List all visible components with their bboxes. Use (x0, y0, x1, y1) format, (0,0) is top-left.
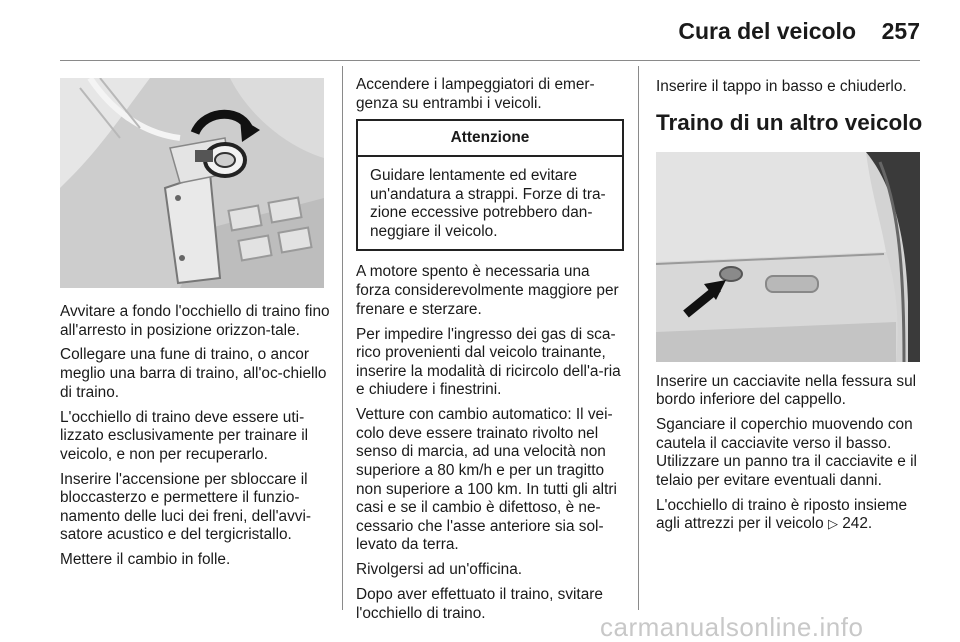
paragraph: L'occhiello di traino deve essere uti-lizzato esclusivamente per trainare il veicolo, e non per recuperarlo. (60, 408, 309, 463)
paragraph: Mettere il cambio in folle. (60, 551, 231, 569)
column-divider-1 (342, 66, 343, 610)
paragraph: Collegare una fune di traino, o ancor meglio una barra di traino, all'oc-chiello di traino. (60, 346, 327, 401)
section-heading: Traino di un altro veicolo (656, 109, 923, 135)
section-title: Cura del veicolo (678, 18, 856, 44)
paragraph (656, 497, 924, 534)
rear-bumper-illustration (656, 152, 920, 362)
paragraph: Inserire un cacciavite nella fessura sul bordo inferiore del cappello. (656, 372, 917, 409)
paragraph: A motore spento è necessaria una forza considerevolmente maggiore per frenare e sterzare. (356, 263, 619, 318)
page-reference-icon: ▷ (827, 516, 838, 532)
column-2 (356, 76, 626, 630)
watermark: carmanualsonline.info (600, 612, 864, 642)
column-divider-2 (638, 66, 639, 610)
paragraph: Inserire l'accensione per sbloccare il bloccasterzo e permettere il funzio-namento delle luci dei freni, dell'avvi-satore acustico e del tergicristallo. (60, 470, 312, 544)
paragraph: Dopo aver effettuato il traino, svitare l'occhiello di traino. (356, 586, 603, 622)
paragraph-text: L'occhiello di traino è riposto insieme agli attrezzi per il veicolo (656, 496, 908, 533)
warning-box (356, 119, 624, 251)
paragraph: Accendere i lampeggiatori di emer-genza su entrambi i veicoli. (356, 76, 595, 112)
paragraph: Vetture con cambio automatico: Il vei-colo deve essere trainato rivolto nel senso di marcia, ad una velocità non superiore a 80 km/h e per un tragitto non superiore a 100 km. In tutti gli altri casi e se il cambio è difettoso, è ne-cessario che l'asse anteriore sia sol-levato da terra. (356, 406, 617, 554)
warning-text: Guidare lentamente ed evitare un'andatura a strappi. Forze di tra-zione eccessive potrebbero dan-neggiare il veicolo. (370, 167, 606, 240)
paragraph: Rivolgersi ad un'officina. (356, 561, 523, 579)
page-number: 257 (881, 18, 920, 44)
paragraph: Avvitare a fondo l'occhiello di traino fino all'arresto in posizione orizzon-tale. (60, 303, 330, 339)
paragraph: Inserire il tappo in basso e chiuderlo. (656, 78, 907, 95)
paragraph: Per impedire l'ingresso dei gas di sca-rico provenienti dal veicolo trainante, inserire la modalità di ricircolo dell'a-ria e chiudere i finestrini. (356, 325, 621, 399)
page-reference: 242. (842, 515, 873, 533)
warning-title: Attenzione (358, 121, 622, 157)
header-rule (60, 60, 920, 61)
paragraph: Utilizzare un panno tra il cacciavite e il telaio per evitare eventuali danni. (656, 453, 917, 489)
tow-hook-illustration (60, 78, 324, 288)
paragraph: Sganciare il coperchio muovendo con cautela il cacciavite verso il basso. (656, 416, 913, 452)
column-1 (60, 303, 330, 576)
page-header (0, 14, 960, 48)
